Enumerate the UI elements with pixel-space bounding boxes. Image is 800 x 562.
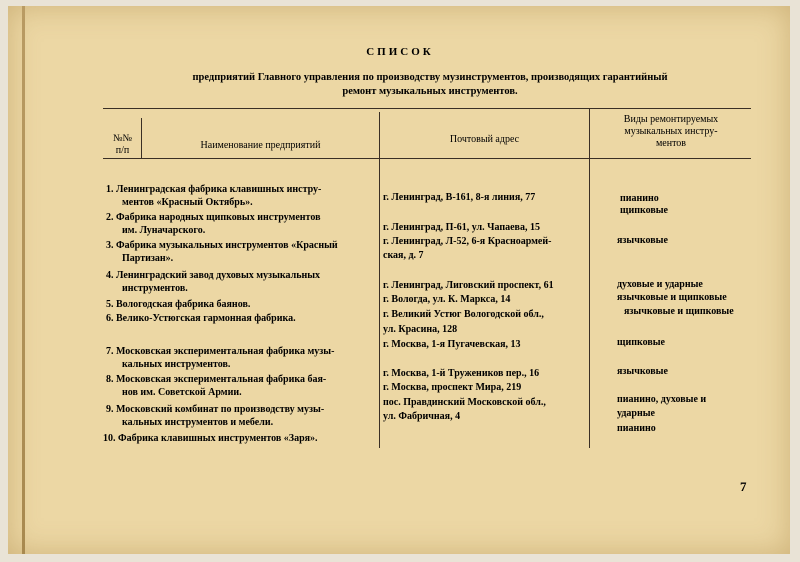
table-row-address: г. Москва, 1-я Пугачевская, 13	[383, 339, 521, 350]
table-row-name: Партизан».	[122, 253, 174, 264]
table-row-name: 3. Фабрика музыкальных инструментов «Красный	[106, 240, 338, 251]
header-types-line: Виды ремонтируемых	[623, 114, 719, 125]
document-title: СПИСОК	[366, 46, 434, 58]
table-row-types: щипковые	[617, 337, 665, 348]
table-row-types: пианино, духовые и	[617, 394, 707, 405]
header-address: Почтовый адрес	[449, 134, 520, 145]
header-types-line: музыкальных инстру-	[624, 126, 718, 137]
table-row-types: пианино	[620, 193, 659, 204]
table-row-name: 9. Московский комбинат по производству музы-	[106, 404, 325, 415]
page-number: 7	[740, 479, 747, 494]
table-row-address: пос. Правдинский Московской обл.,	[383, 397, 546, 408]
column-divider	[589, 108, 590, 448]
table-row-name: нов им. Советской Армии.	[122, 387, 242, 398]
page-binding	[22, 6, 25, 554]
table-row-types: язычковые	[617, 366, 668, 377]
table-row-name: 1. Ленинградская фабрика клавишных инстру-	[106, 184, 322, 195]
table-row-name: 4. Ленинградский завод духовых музыкальных	[106, 270, 321, 281]
document-subtitle	[150, 71, 710, 99]
table-row-address: ул. Красина, 128	[383, 324, 458, 335]
table-row-address: г. Великий Устюг Вологодской обл.,	[383, 309, 544, 320]
table-row-name: 2. Фабрика народных щипковых инструментов	[106, 212, 321, 223]
table-row-name: 8. Московская экспериментальная фабрика бая-	[106, 374, 327, 385]
table-row-types: язычковые и щипковые	[624, 306, 734, 317]
table-row-name: 6. Велико-Устюгская гармонная фабрика.	[106, 313, 296, 324]
table-row-address: г. Ленинград, В-161, 8-я линия, 77	[383, 192, 536, 203]
table-row-name: им. Луначарского.	[122, 225, 206, 236]
table-top-rule	[103, 108, 751, 109]
column-divider	[379, 112, 380, 448]
table-row-address: г. Ленинград, Л-52, 6-я Красноармей-	[383, 236, 552, 247]
table-row-address: г. Вологда, ул. К. Маркса, 14	[383, 294, 511, 305]
table-header-rule	[103, 158, 751, 159]
table-row-name: 7. Московская экспериментальная фабрика музы-	[106, 346, 335, 357]
table-row-name: ментов «Красный Октябрь».	[122, 197, 253, 208]
table-row-address: ская, д. 7	[383, 250, 424, 261]
table-row-types: щипковые	[620, 205, 668, 216]
table-row-address: г. Москва, 1-й Тружеников пер., 16	[383, 368, 540, 379]
table-row-name: кальных инструментов и мебели.	[122, 417, 274, 428]
table-row-types: пианино	[617, 423, 656, 434]
column-divider	[141, 118, 142, 158]
table-row-name: 10. Фабрика клавишных инструментов «Заря».	[103, 433, 318, 444]
header-number-line: п/п	[115, 145, 130, 156]
table-row-types: ударные	[617, 408, 655, 419]
table-row-address: г. Москва, проспект Мира, 219	[383, 382, 522, 393]
table-row-address: ул. Фабричная, 4	[383, 411, 461, 422]
table-row-name: кальных инструментов.	[122, 359, 231, 370]
header-types-line: ментов	[655, 138, 687, 149]
header-number-line: №№	[112, 133, 133, 144]
header-number	[104, 133, 141, 157]
table-row-types: язычковые	[617, 235, 668, 246]
table-row-types: духовые и ударные	[617, 279, 703, 290]
table-row-address: г. Ленинград, Лиговский проспект, 61	[383, 280, 554, 291]
subtitle-line: предприятий Главного управления по производству музинструментов, производящих гарантийный	[192, 72, 668, 83]
header-name: Наименование предприятий	[200, 140, 321, 151]
table-row-name: инструментов.	[122, 283, 188, 294]
subtitle-line: ремонт музыкальных инструментов.	[342, 86, 518, 97]
table-row-address: г. Ленинград, П-61, ул. Чапаева, 15	[383, 222, 540, 233]
header-types	[590, 114, 752, 150]
table-row-name: 5. Вологодская фабрика баянов.	[106, 299, 251, 310]
table-row-types: язычковые и щипковые	[617, 292, 727, 303]
